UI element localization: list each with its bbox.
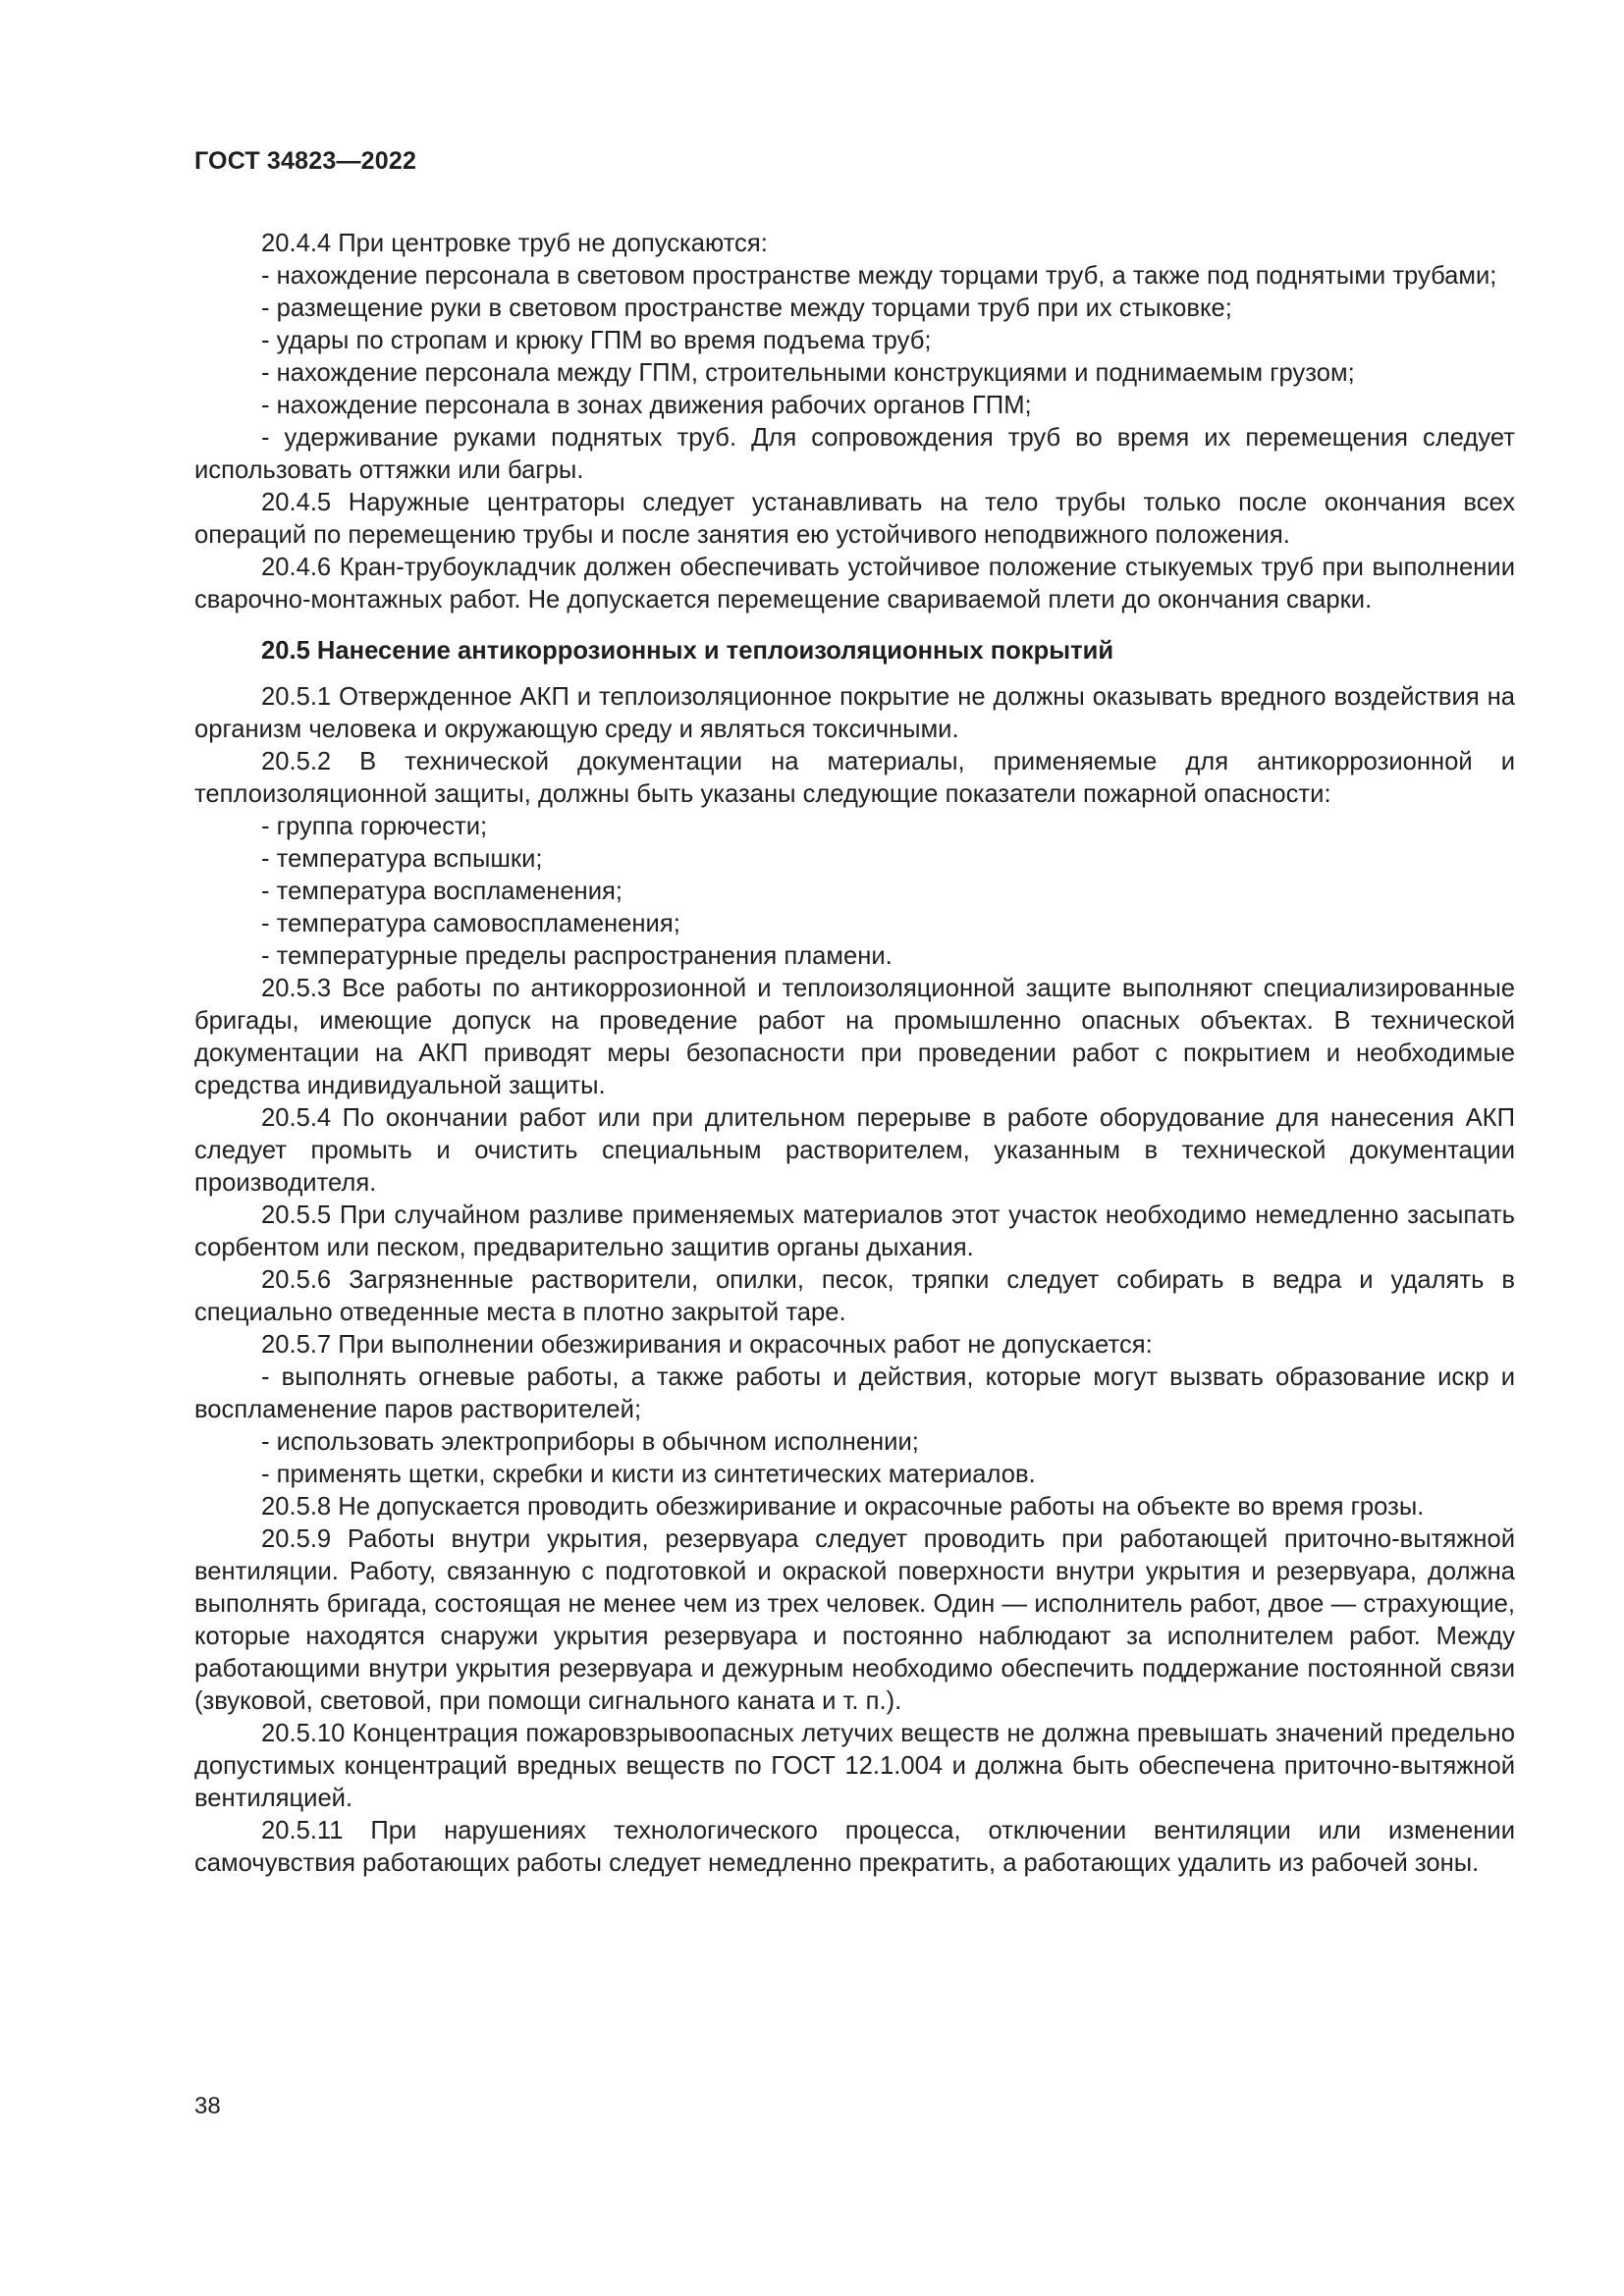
clause-20-5-5: 20.5.5 При случайном разливе применяемых материалов этот участок необходимо немедленно засыпать сорбентом или песком, предварительно защитив органы дыхания.: [194, 1201, 1515, 1261]
list-item: - температурные пределы распространения пламени.: [261, 942, 893, 970]
clause-20-5-6: 20.5.6 Загрязненные растворители, опилки, песок, тряпки следует собирать в ведра и удалять в специально отведенные места в плотно закрытой таре.: [194, 1266, 1515, 1326]
list-item: - нахождение персонала в световом пространстве между торцами труб, а также под поднятыми трубами;: [261, 262, 1497, 290]
list-item: - температура вспышки;: [261, 845, 543, 873]
clause-20-5-10: 20.5.10 Концентрация пожаровзрывоопасных летучих веществ не должна превышать значений предельно допустимых концентраций вредных веществ по ГОСТ 12.1.004 и должна быть обеспечена приточно-вытяжной вентиляцией.: [194, 1720, 1515, 1812]
clause-20-4-4: 20.4.4 При центровке труб не допускаются:: [261, 230, 768, 257]
list-item: - температура самовоспламенения;: [261, 910, 680, 937]
list-item: - температура воспламенения;: [261, 878, 623, 905]
list-item: - группа горючести;: [261, 813, 488, 840]
clause-20-4-5: 20.4.5 Наружные центраторы следует устанавливать на тело трубы только после окончания всех операций по перемещению трубы и после занятия ею устойчивого неподвижного положения.: [194, 489, 1515, 549]
clause-20-5-8: 20.5.8 Не допускается проводить обезжиривание и окрасочные работы на объекте во время грозы.: [261, 1493, 1425, 1521]
list-item: - размещение руки в световом пространстве между торцами труб при их стыковке;: [261, 294, 1232, 322]
clause-20-5-3: 20.5.3 Все работы по антикоррозионной и теплоизоляционной защите выполняют специализированные бригады, имеющие допуск на проведение работ на промышленно опасных объектах. В технической документации на АКП приводят меры безопасности при проведении работ с покрытием и необходимые средства индивидуальной защиты.: [194, 975, 1515, 1099]
document-body: [194, 228, 1515, 1880]
page-number: 38: [194, 2093, 221, 2119]
list-item: - выполнять огневые работы, а также работы и действия, которые могут вызвать образование искр и воспламенение паров растворителей;: [194, 1363, 1515, 1423]
clause-20-5-2: 20.5.2 В технической документации на материалы, применяемые для антикоррозионной и теплоизоляционной защиты, должны быть указаны следующие показатели пожарной опасности:: [194, 748, 1515, 808]
clause-20-5-9: 20.5.9 Работы внутри укрытия, резервуара следует проводить при работающей приточно-вытяжной вентиляции. Работу, связанную с подготовкой и окраской поверхности внутри укрытия и резервуара, должна выполнять бригада, состоящая не менее чем из трех человек. Один — исполнитель работ, двое — страхующие, которые находятся снаружи укрытия резервуара и постоянно наблюдают за исполнителем работ. Между работающими внутри укрытия резервуара и дежурным необходимо обеспечить поддержание постоянной связи (звуковой, световой, при помощи сигнального каната и т. п.).: [194, 1525, 1515, 1715]
list-item: - использовать электроприборы в обычном исполнении;: [261, 1428, 919, 1456]
document-header: ГОСТ 34823—2022: [194, 147, 417, 175]
section-heading-20-5: 20.5 Нанесение антикоррозионных и теплоизоляционных покрытий: [261, 637, 1114, 665]
clause-20-5-7: 20.5.7 При выполнении обезжиривания и окрасочных работ не допускается:: [261, 1331, 1153, 1359]
clause-20-5-11: 20.5.11 При нарушениях технологического процесса, отключении вентиляции или изменении самочувствия работающих работы следует немедленно прекратить, а работающих удалить из рабочей зоны.: [194, 1817, 1515, 1877]
list-item: - применять щетки, скребки и кисти из синтетических материалов.: [261, 1461, 1036, 1488]
list-item: - удерживание руками поднятых труб. Для сопровождения труб во время их перемещения следует использовать оттяжки или багры.: [194, 424, 1515, 484]
list-item: - нахождение персонала в зонах движения рабочих органов ГПМ;: [261, 392, 1032, 419]
list-item: - удары по стропам и крюку ГПМ во время подъема труб;: [261, 327, 932, 354]
clause-20-4-6: 20.4.6 Кран-трубоукладчик должен обеспечивать устойчивое положение стыкуемых труб при выполнении сварочно-монтажных работ. Не допускается перемещение свариваемой плети до окончания сварки.: [194, 554, 1515, 614]
clause-20-5-4: 20.5.4 По окончании работ или при длительном перерыве в работе оборудование для нанесения АКП следует промыть и очистить специальным растворителем, указанным в технической документации производителя.: [194, 1104, 1515, 1197]
list-item: - нахождение персонала между ГПМ, строительными конструкциями и поднимаемым грузом;: [261, 359, 1355, 387]
clause-20-5-1: 20.5.1 Отвержденное АКП и теплоизоляционное покрытие не должны оказывать вредного воздействия на организм человека и окружающую среду и являться токсичными.: [194, 683, 1515, 743]
